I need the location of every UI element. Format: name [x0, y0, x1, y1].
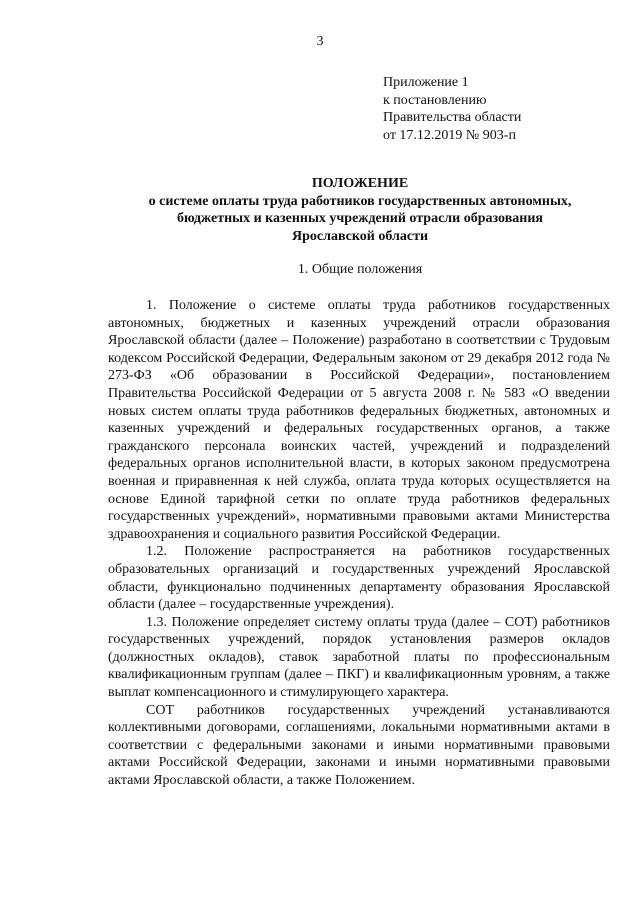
section-heading: 1. Общие положения — [297, 262, 423, 277]
appendix-line: от 17.12.2019 № 903-п — [383, 127, 516, 143]
body-text — [108, 297, 610, 790]
title-line: бюджетных и казенных учреждений отрасли образования — [177, 211, 543, 226]
paragraph: 1.3. Положение определяет систему оплаты труда (далее – СОТ) работников государственных учреждений, порядок установления размеров окладов (должностных окладов), ставок заработной платы по профессиональным квалификационным группам (далее – ПКГ) и квалификационным уровням, а также выплат компенсационного и стимулирующего характера. — [108, 614, 610, 701]
page-number: 3 — [316, 34, 324, 49]
title-line: о системе оплаты труда работников государственных автономных, — [148, 193, 572, 209]
appendix-line: Правительства области — [383, 110, 522, 125]
document-title — [60, 175, 640, 245]
title-line: ПОЛОЖЕНИЕ — [311, 176, 409, 191]
paragraph: 1.2. Положение распространяется на работников государственных образовательных организаций и государственных учреждений Ярославской области, функционально подчиненных департаменту образования Ярославской области (далее – государственные учреждения). — [108, 544, 610, 613]
appendix-line: к постановлению — [383, 92, 487, 108]
title-line: Ярославской области — [291, 228, 429, 244]
appendix-block — [383, 74, 521, 144]
paragraph: 1. Положение о системе оплаты труда работников государственных автономных, бюджетных и казенных учреждений отрасли образования Ярославской области (далее – Положение) разработано в соответствии с Трудовым кодексом Российской Федерации, Федеральным законом от 29 декабря 2012 года № 273-ФЗ «Об образовании в Российской Федерации», постановлением Правительства Российской Федерации от 5 августа 2008 г. № 583 «О введении новых систем оплаты труда работников федеральных бюджетных, автономных и казенных учреждений и федеральных государственных органов, а также гражданского персонала воинских частей, учреждений и подразделений федеральных органов исполнительной власти, в которых законом предусмотрена военная и приравненная к ней служба, оплата труда которых осуществляется на основе Единой тарифной сетки по оплате труда работников федеральных государственных учреждений», нормативными правовыми актами Министерства здравоохранения и социального развития Российской Федерации. — [108, 298, 610, 542]
appendix-line: Приложение 1 — [383, 75, 469, 90]
paragraph: СОТ работников государственных учреждений устанавливаются коллективными договорами, соглашениями, локальными нормативными актами в соответствии с федеральными законами и иными нормативными правовыми актами Российской Федерации, законами и иными нормативными правовыми актами Ярославской области, а также Положением. — [108, 702, 610, 789]
